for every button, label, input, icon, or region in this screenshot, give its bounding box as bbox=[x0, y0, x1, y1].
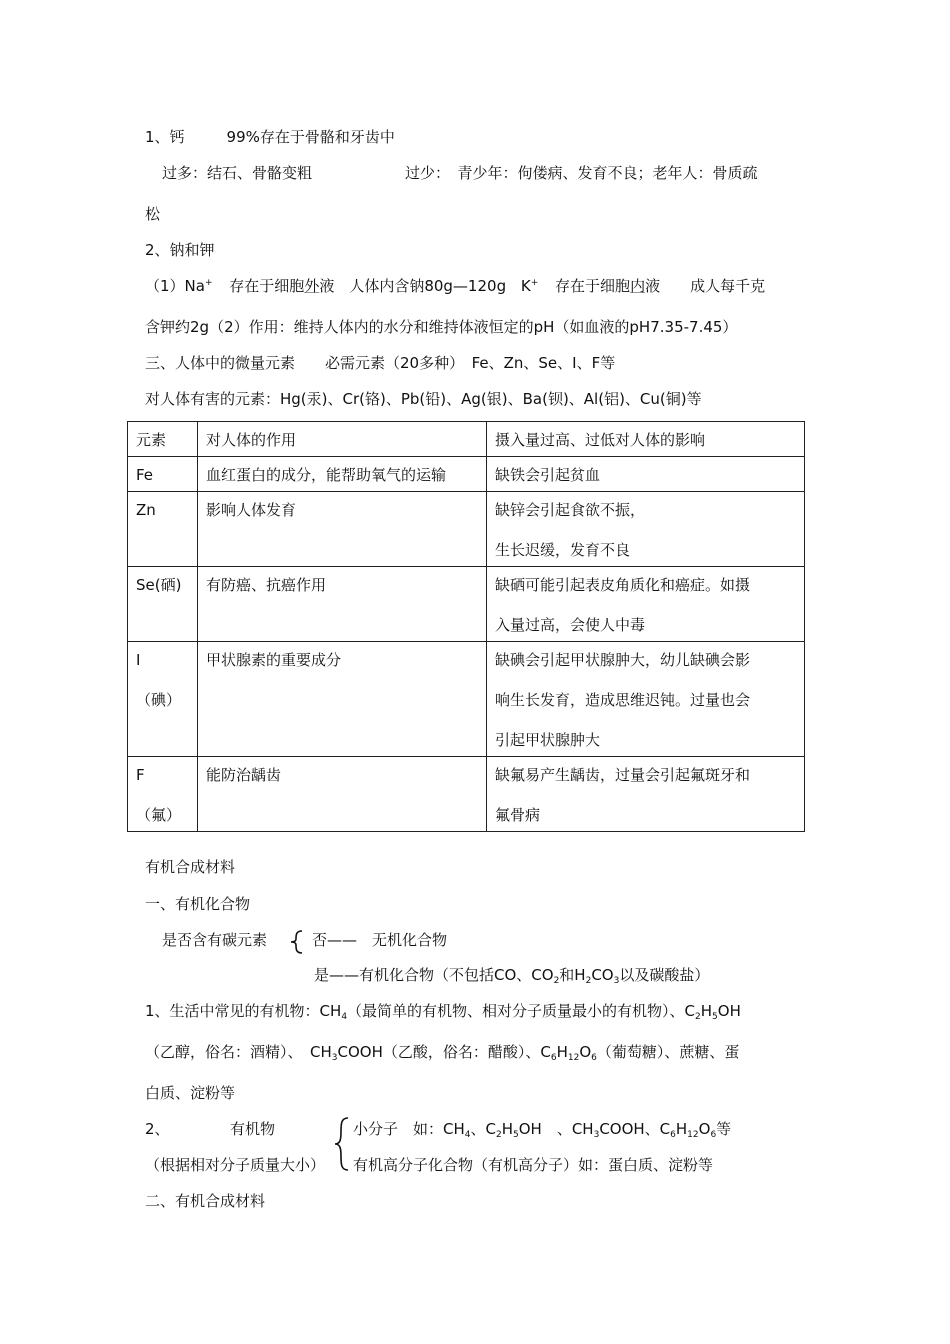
element-cell bbox=[128, 757, 198, 832]
element-name: （氟） bbox=[136, 806, 182, 824]
calcium-heading-line bbox=[145, 127, 395, 147]
na-underlined: 外 bbox=[304, 277, 320, 295]
small-text: 等 bbox=[716, 1120, 732, 1138]
role-text: 血红蛋白的成分，能帮助氧气的运输 bbox=[206, 466, 447, 484]
yes-branch bbox=[314, 965, 709, 985]
sub-digit: 4 bbox=[464, 1130, 471, 1140]
no-branch: 否—— 无机化合物 bbox=[312, 931, 448, 949]
table-row bbox=[128, 457, 805, 492]
element-name: Se(硒) bbox=[136, 576, 182, 594]
p1-text: 1、生活中常见的有机物：CH bbox=[145, 1002, 342, 1020]
role-text: 影响人体发育 bbox=[206, 501, 297, 519]
small-text: H bbox=[675, 1120, 688, 1138]
effect-cell bbox=[487, 457, 805, 492]
role-cell bbox=[198, 567, 487, 642]
trace-element-table bbox=[127, 421, 805, 832]
table-header-row bbox=[128, 422, 805, 457]
trace-title: 三、人体中的微量元素 必需元素（20多种） Fe、Zn、Se、I、F等 bbox=[145, 354, 616, 372]
element-name: F bbox=[136, 766, 145, 784]
sub-digit: 6 bbox=[710, 1130, 717, 1140]
calcium-title: 1、钙 bbox=[145, 128, 185, 146]
sub-digit: 6 bbox=[550, 1053, 557, 1063]
sub-digit: 6 bbox=[591, 1053, 597, 1063]
common-organic-line-1 bbox=[145, 1001, 741, 1021]
p2-text: H bbox=[556, 1043, 568, 1061]
role-cell bbox=[198, 492, 487, 567]
k-text: 存在于细胞 bbox=[555, 277, 631, 295]
role-cell bbox=[198, 757, 487, 832]
effect-text: 缺硒可能引起表皮角质化和癌症。如摄 bbox=[495, 576, 751, 594]
calcium-excess-line bbox=[162, 163, 312, 183]
sub-digit: 4 bbox=[341, 1012, 348, 1022]
brace-icon bbox=[288, 929, 306, 955]
calcium-deficit: 过少： 青少年：佝偻病、发育不良；老年人：骨质疏 bbox=[405, 164, 758, 182]
effect-text: 生长迟缓，发育不良 bbox=[495, 541, 631, 559]
effect-text: 入量过高，会使人中毒 bbox=[495, 616, 646, 634]
header-role: 对人体的作用 bbox=[206, 431, 297, 449]
effect-text: 缺碘会引起甲状腺肿大，幼儿缺碘会影 bbox=[495, 651, 751, 669]
effect-cell bbox=[487, 492, 805, 567]
calcium-note: 99%存在于骨骼和牙齿中 bbox=[226, 128, 395, 146]
calcium-deficit-cont: 松 bbox=[145, 205, 161, 223]
effect-text: 氟骨病 bbox=[495, 806, 541, 824]
na-text-rest: 液 人体内含钠80g—120g bbox=[319, 277, 507, 295]
table-row bbox=[128, 492, 805, 567]
element-name: （碘） bbox=[136, 691, 182, 709]
effect-text: 引起甲状腺肿大 bbox=[495, 731, 601, 749]
k-symbol: K bbox=[520, 277, 531, 295]
small-text: 小分子 如：CH bbox=[353, 1120, 465, 1138]
element-name: Zn bbox=[136, 501, 156, 519]
sub-digit: 3 bbox=[593, 1130, 600, 1140]
element-cell bbox=[128, 492, 198, 567]
yes-text: CO bbox=[591, 966, 614, 984]
calcium-excess: 过多：结石、骨骼变粗 bbox=[162, 164, 313, 182]
sub-digit: 2 bbox=[695, 1012, 701, 1022]
small-text: COOH、C bbox=[599, 1120, 671, 1138]
small-text: O bbox=[698, 1120, 711, 1138]
effect-text: 缺氟易产生龋齿，过量会引起氟斑牙和 bbox=[495, 766, 751, 784]
organic-sub2: 二、有机合成材料 bbox=[145, 1192, 266, 1210]
effect-cell bbox=[487, 567, 805, 642]
trace-harmful: 对人体有害的元素：Hg(汞)、Cr(铬)、Pb(铅)、Ag(银)、Ba(钡)、Al(铝)、Cu(铜)等 bbox=[145, 390, 702, 408]
small-molecule-line bbox=[353, 1119, 731, 1139]
na-text: 存在于细胞 bbox=[229, 277, 305, 295]
table-header-cell bbox=[128, 422, 198, 457]
element-cell bbox=[128, 457, 198, 492]
table-header-cell bbox=[198, 422, 487, 457]
macromolecule-line: 有机高分子化合物（有机高分子）如：蛋白质、淀粉等 bbox=[353, 1156, 714, 1174]
na-k-line-1 bbox=[145, 276, 765, 296]
effect-text: 缺锌会引起食欲不振， bbox=[495, 501, 646, 519]
sub-digit: 5 bbox=[513, 1130, 519, 1140]
sub-digit: 3 bbox=[613, 976, 620, 986]
classification-label: 有机物 bbox=[230, 1120, 276, 1138]
p2-text: （乙醇，俗名：酒精）、 CH bbox=[145, 1043, 332, 1061]
sub-digit: 5 bbox=[712, 1012, 718, 1022]
p1-text: H bbox=[700, 1002, 713, 1020]
classification-number: 2、 bbox=[145, 1120, 170, 1138]
table-row bbox=[128, 757, 805, 832]
p1-text: （最简单的有机物、相对分子质量最小的有机物）、C bbox=[347, 1002, 696, 1020]
k-underlined: 内 bbox=[630, 277, 646, 295]
k-charge: + bbox=[530, 278, 539, 288]
effect-cell bbox=[487, 642, 805, 757]
p2-text: COOH（乙酸，俗名：醋酸）、C bbox=[337, 1043, 551, 1061]
p2-text: （葡萄糖）、蔗糖、蛋 bbox=[596, 1043, 740, 1061]
role-cell bbox=[198, 642, 487, 757]
p1-text: OH bbox=[717, 1002, 741, 1020]
role-text: 甲状腺素的重要成分 bbox=[206, 651, 342, 669]
yes-text: 和H bbox=[559, 966, 586, 984]
common-organic-line-2 bbox=[145, 1042, 739, 1062]
sub-digit: 2 bbox=[585, 976, 592, 986]
na-symbol: （1）Na bbox=[145, 277, 205, 295]
header-effect: 摄入量过高、过低对人体的影响 bbox=[495, 431, 706, 449]
header-element: 元素 bbox=[136, 431, 167, 449]
effect-cell bbox=[487, 757, 805, 832]
sub-digit: 3 bbox=[331, 1053, 338, 1063]
brace-icon bbox=[332, 1116, 352, 1172]
calcium-deficit-line bbox=[405, 163, 758, 183]
role-cell bbox=[198, 457, 487, 492]
element-cell bbox=[128, 642, 198, 757]
effect-text: 缺铁会引起贫血 bbox=[495, 466, 601, 484]
yes-text: 是——有机化合物（不包括CO、CO bbox=[314, 966, 554, 984]
small-text: 、C bbox=[470, 1120, 496, 1138]
na-k-title: 2、钠和钾 bbox=[145, 241, 215, 259]
table-header-cell bbox=[487, 422, 805, 457]
na-charge: + bbox=[204, 278, 213, 288]
small-text: H bbox=[501, 1120, 513, 1138]
role-text: 有防癌、抗癌作用 bbox=[206, 576, 327, 594]
element-name: Fe bbox=[136, 466, 154, 484]
table-row bbox=[128, 642, 805, 757]
sub-digit: 12 bbox=[687, 1130, 699, 1140]
organic-section-title: 有机合成材料 bbox=[145, 858, 236, 876]
role-text: 能防治龋齿 bbox=[206, 766, 282, 784]
sub-digit: 12 bbox=[567, 1053, 580, 1063]
k-text-rest: 液 成人每千克 bbox=[645, 277, 766, 295]
small-text: OH 、CH bbox=[518, 1120, 594, 1138]
organic-sub1: 一、有机化合物 bbox=[145, 895, 251, 913]
sub-digit: 6 bbox=[670, 1130, 676, 1140]
yes-text: 以及碳酸盐） bbox=[619, 966, 710, 984]
classification-basis: （根据相对分子质量大小） bbox=[145, 1156, 326, 1174]
sub-digit: 2 bbox=[495, 1130, 502, 1140]
p2-text: O bbox=[579, 1043, 592, 1061]
sub-digit: 2 bbox=[553, 976, 560, 986]
carbon-question: 是否含有碳元素 bbox=[162, 931, 268, 949]
effect-text: 响生长发育，造成思维迟钝。过量也会 bbox=[495, 691, 751, 709]
common-organic-line-3: 白质、淀粉等 bbox=[145, 1084, 236, 1102]
element-cell bbox=[128, 567, 198, 642]
element-name: I bbox=[136, 651, 141, 669]
na-k-line-2: 含钾约2g（2）作用：维持人体内的水分和维持体液恒定的pH（如血液的pH7.35-7.45） bbox=[145, 318, 738, 336]
table-row bbox=[128, 567, 805, 642]
